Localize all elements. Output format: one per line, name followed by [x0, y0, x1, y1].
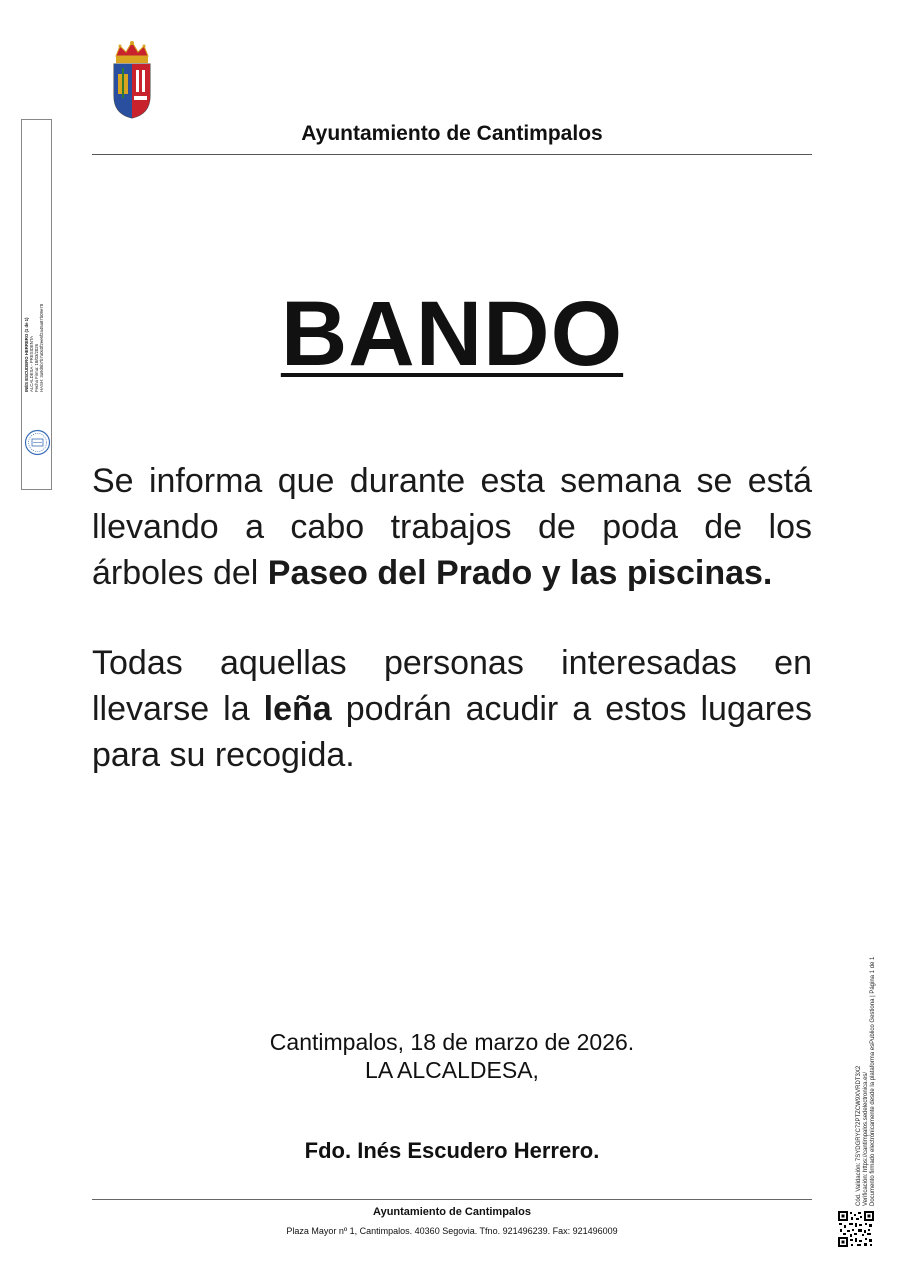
role-line: LA ALCALDESA,	[365, 1057, 539, 1083]
paragraph-notice-location: Paseo del Prado y las piscinas.	[267, 554, 773, 592]
validation-code: Cód. Validación: 7SYDGRYC72PTZCW9XVRDT3X2	[856, 1065, 862, 1206]
signature-hash: HASH: 3a9d5b7b7a0c0f2ee6f2a45a87b09e78	[39, 303, 44, 392]
paragraph-notice-text: Se informa que durante esta semana se está llevando a cabo trabajos de poda de los árboles del	[92, 462, 812, 592]
document-title-text: BANDO	[280, 283, 624, 385]
paragraph-firewood	[92, 640, 812, 778]
signature-role: ALCALDESA - PRESIDENTA	[29, 335, 34, 392]
signature-details	[24, 292, 44, 392]
qr-code-icon	[838, 1211, 874, 1247]
validation-note: Documento firmado electrónicamente desde la plataforma esPublico Gestiona | Página 1 de 1	[870, 956, 876, 1206]
header-organization: Ayuntamiento de Cantimpalos	[301, 122, 603, 145]
header-divider	[92, 154, 812, 155]
footer-address: Plaza Mayor nº 1, Cantimpalos. 40360 Segovia. Tfno. 921496239. Fax: 921496009	[286, 1226, 618, 1236]
paragraph-notice	[92, 458, 812, 596]
validation-info	[856, 936, 877, 1206]
coat-of-arms-icon	[108, 40, 156, 120]
date-line: Cantimpalos, 18 de marzo de 2026.	[269, 1029, 635, 1055]
signature-date: Fecha Firma: 18/03/2026	[34, 343, 39, 392]
electronic-seal-icon	[24, 429, 51, 456]
signature-signer: INÉS ESCUDERO HERRERO (1 de 1)	[24, 317, 29, 392]
footer-organization: Ayuntamiento de Cantimpalos	[373, 1206, 531, 1218]
footer-divider	[92, 1199, 812, 1200]
paragraph-firewood-text-before: Todas aquellas personas interesadas en llevarse la	[92, 644, 812, 728]
signer-name: Fdo. Inés Escudero Herrero.	[304, 1138, 600, 1163]
document-title	[92, 282, 812, 387]
validation-url: Verificación: https://cantimpalos.sedelectronica.es/	[863, 1071, 869, 1206]
paragraph-firewood-text-after: podrán acudir a estos lugares para su recogida.	[92, 690, 812, 774]
paragraph-firewood-keyword: leña	[263, 690, 332, 728]
